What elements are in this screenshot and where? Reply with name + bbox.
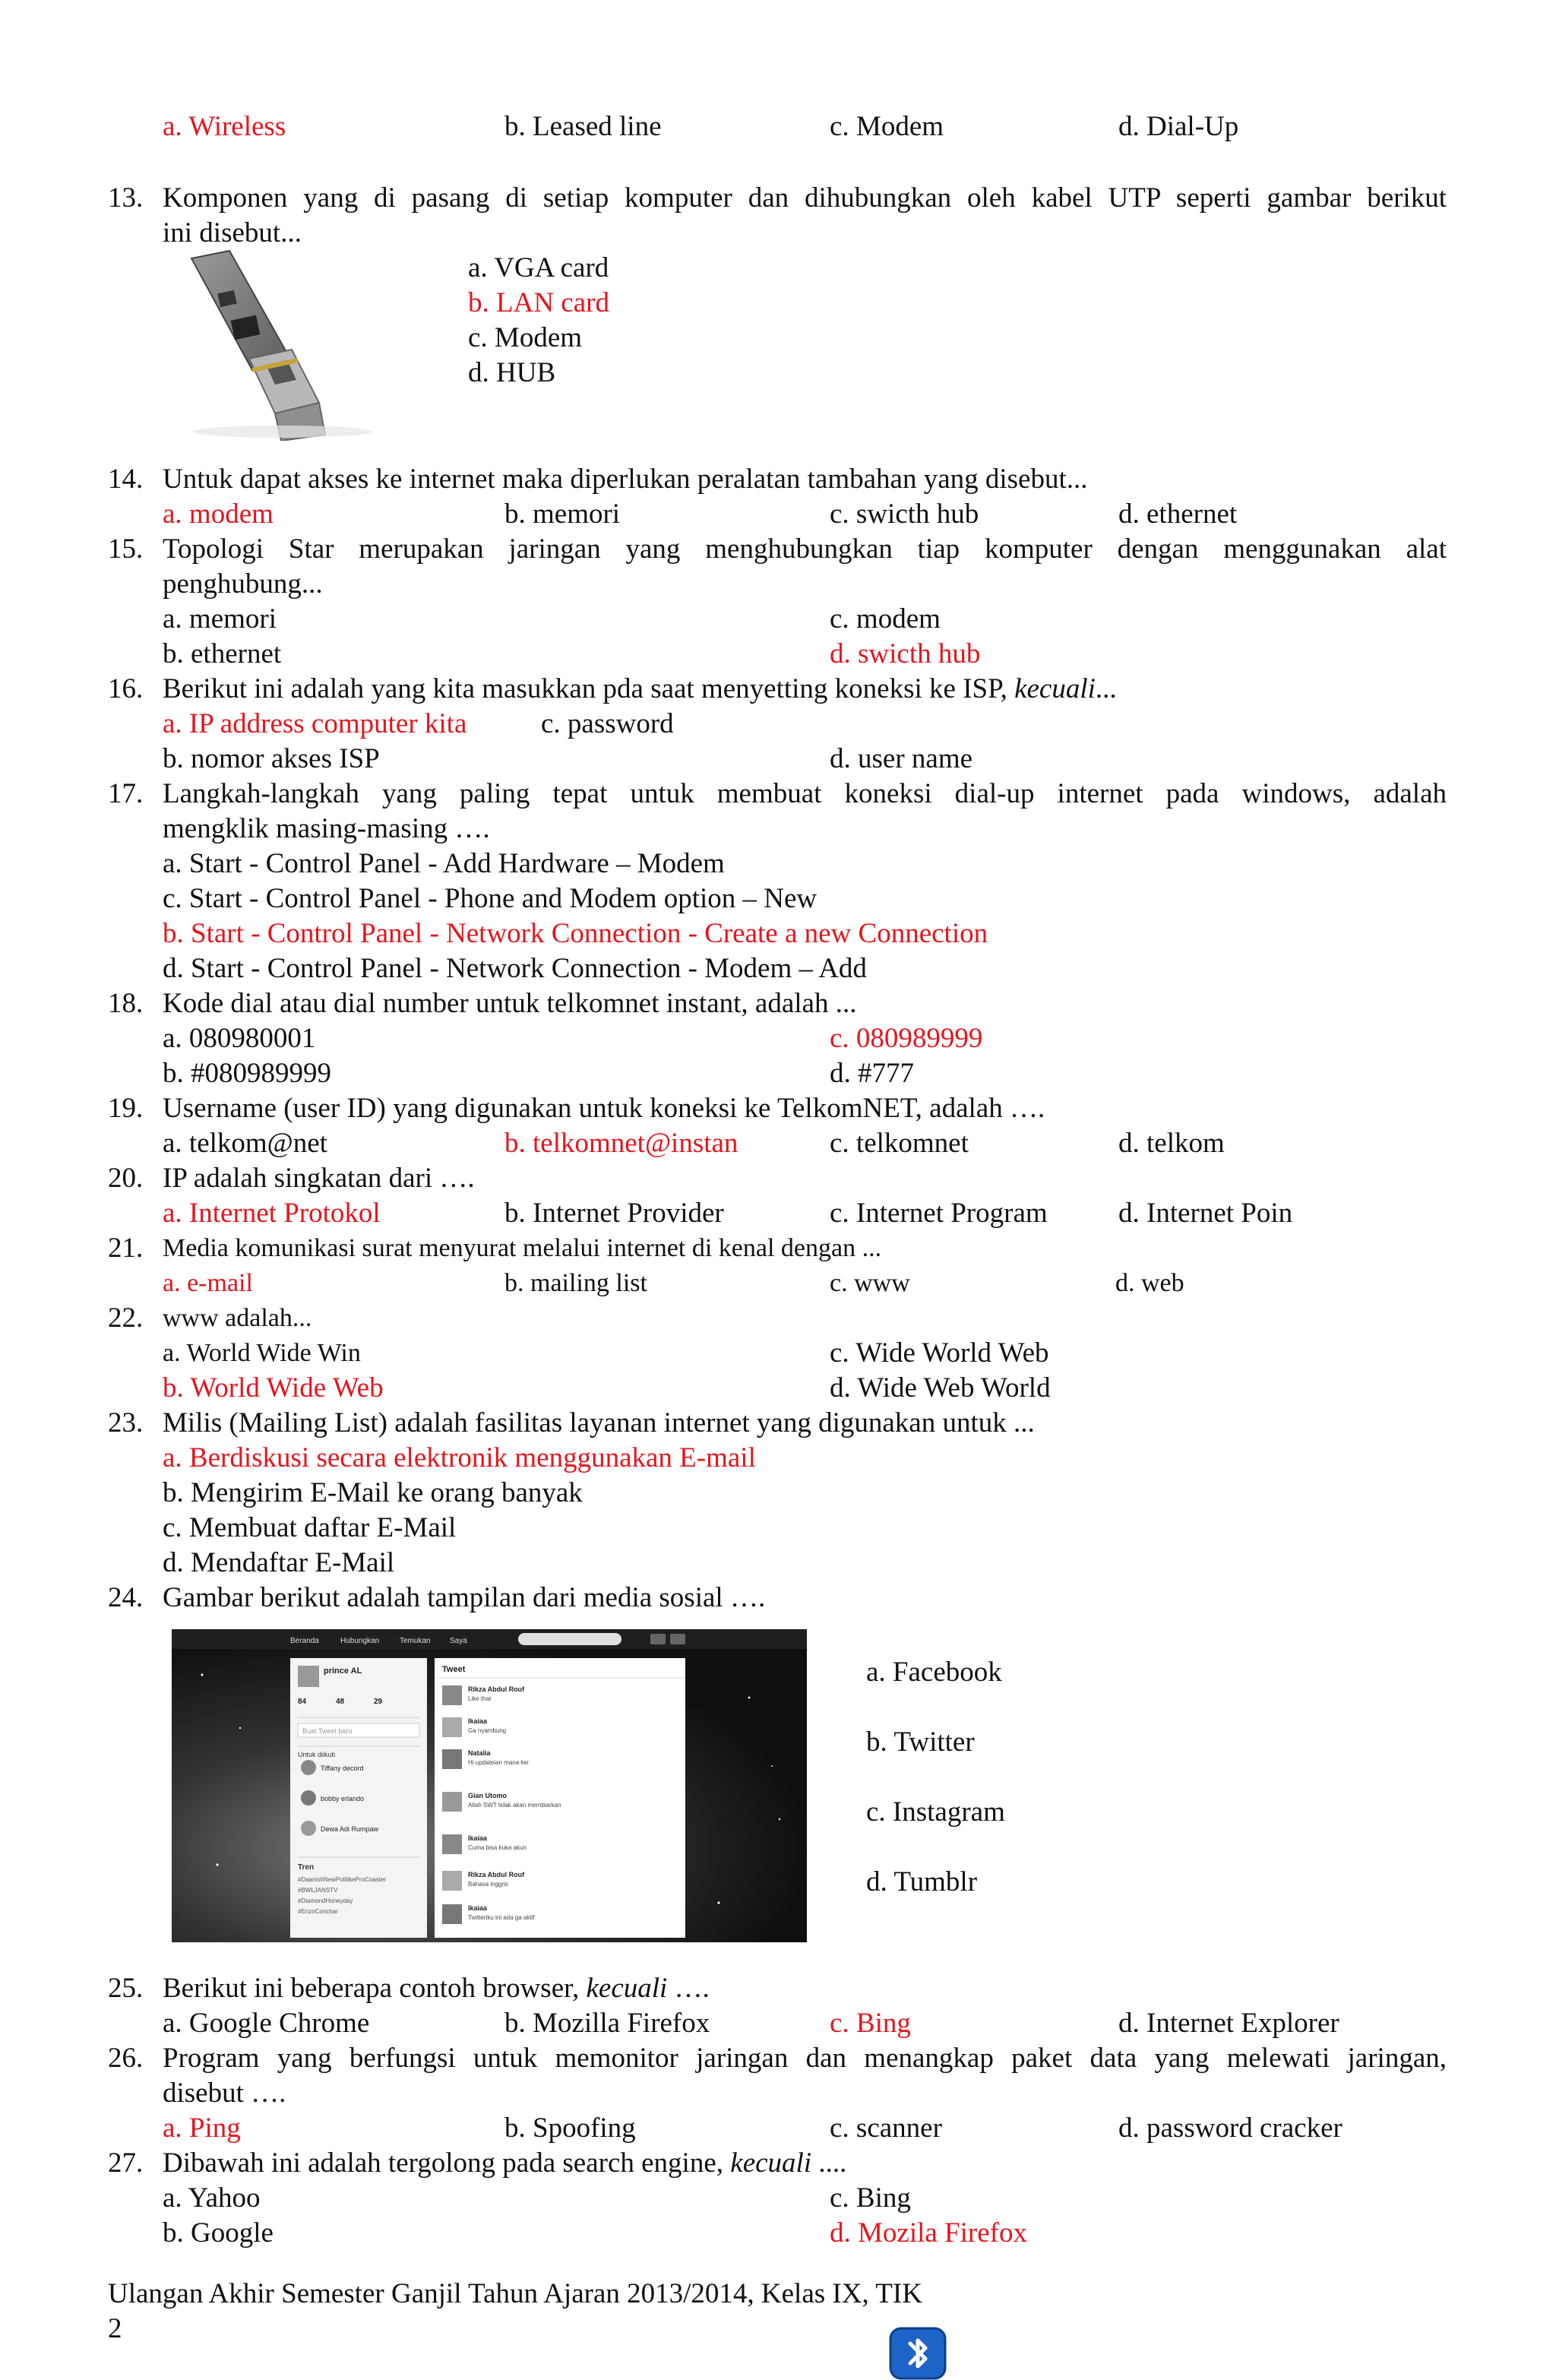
tweet-7-text: Twitteriku ini ada ga aktif — [468, 1914, 535, 1921]
q13-number: 13. — [108, 182, 144, 214]
q18-option-b: b. #080989999 — [163, 1058, 331, 1089]
twitter-screenshot-image — [172, 1629, 807, 1942]
q16-number: 16. — [108, 673, 144, 704]
q20-option-a: a. Internet Protokol — [163, 1198, 381, 1229]
q26-option-b: b. Spoofing — [504, 2113, 636, 2144]
q21-number: 21. — [108, 1233, 144, 1264]
q16-option-d: d. user name — [830, 743, 973, 774]
q17-option-c: c. Start - Control Panel - Phone and Modem option – New — [163, 883, 818, 914]
q24-option-a: a. Facebook — [866, 1657, 1002, 1688]
q17-number: 17. — [108, 778, 144, 809]
q22-question: www adalah... — [163, 1304, 312, 1332]
tweet-6-text: Bahasa inggris — [468, 1881, 508, 1888]
q23-option-a: a. Berdiskusi secara elektronik menggunakan E-mail — [163, 1442, 756, 1473]
stat-following: 48 — [336, 1698, 345, 1706]
q23-number: 23. — [108, 1407, 144, 1438]
stat-followers: 29 — [374, 1698, 383, 1706]
q14-number: 14. — [108, 464, 144, 495]
q16-question-italic: kecuali — [1014, 673, 1096, 704]
q19-option-c: c. telkomnet — [830, 1128, 969, 1159]
q14-option-a: a. modem — [163, 498, 274, 530]
q24-number: 24. — [108, 1582, 144, 1613]
q25-option-b: b. Mozilla Firefox — [504, 2008, 710, 2039]
nav-item-home[interactable]: Beranda — [290, 1637, 319, 1645]
q24-question: Gambar berikut adalah tampilan dari media sosial …. — [163, 1582, 766, 1613]
q23-option-d: d. Mendaftar E-Mail — [163, 1547, 395, 1578]
bluetooth-icon[interactable] — [887, 2327, 948, 2380]
trend-item-1[interactable]: #DaanishNewPolitikeProCoaster — [298, 1876, 387, 1883]
q12-option-a: a. Wireless — [163, 111, 286, 142]
q25-question-end: …. — [667, 1973, 710, 2004]
q16-question-text: Berikut ini adalah yang kita masukkan pda saat menyetting koneksi ke ISP, — [163, 673, 1007, 704]
trend-item-2[interactable]: #BWLJANSTV — [298, 1887, 338, 1894]
tweet-1-text: Like that — [468, 1695, 492, 1702]
q20-option-c: c. Internet Program — [830, 1198, 1048, 1229]
q15-question-line2: penghubung... — [163, 568, 323, 600]
q16-option-b: b. nomor akses ISP — [163, 743, 380, 774]
tweet-2-author[interactable]: Ikaiaa — [468, 1717, 488, 1725]
q16-option-a: a. IP address computer kita — [163, 708, 467, 739]
twitter-screenshot-svg — [172, 1629, 807, 1942]
tweet-5-text: Cuma bisa kuka akun — [468, 1844, 527, 1851]
q12-option-d: d. Dial-Up — [1118, 111, 1239, 142]
q25-question-text: Berikut ini beberapa contoh browser, — [163, 1973, 580, 2004]
q27-question-text: Dibawah ini adalah tergolong pada search engine, — [163, 2147, 724, 2179]
suggest-title: Untuk diikuti — [298, 1751, 336, 1758]
suggest-user-1[interactable]: Tiffany decord — [321, 1764, 364, 1772]
stat-tweets: 84 — [298, 1698, 307, 1706]
tweet-4-text: Allah SWT tidak akan membiarkan — [468, 1802, 561, 1809]
q21-option-b: b. mailing list — [504, 1269, 647, 1297]
q27-option-b: b. Google — [163, 2217, 274, 2249]
q19-question: Username (user ID) yang digunakan untuk koneksi ke TelkomNET, adalah …. — [163, 1093, 1045, 1124]
q27-question-end: .... — [811, 2147, 847, 2179]
q25-question-italic: kecuali — [586, 1973, 668, 2004]
tweet-3-author[interactable]: Natalia — [468, 1749, 491, 1757]
q17-option-b: b. Start - Control Panel - Network Connection - Create a new Connection — [163, 918, 988, 949]
q18-number: 18. — [108, 988, 144, 1019]
q24-option-b: b. Twitter — [866, 1726, 975, 1758]
q20-option-b: b. Internet Provider — [504, 1198, 724, 1229]
q19-option-b: b. telkomnet@instan — [504, 1128, 738, 1159]
q13-option-d: d. HUB — [468, 357, 556, 388]
q22-number: 22. — [108, 1302, 144, 1334]
compose-tweet-input[interactable]: Buat Tweet baru — [302, 1727, 353, 1735]
q18-question: Kode dial atau dial number untuk telkomnet instant, adalah ... — [163, 988, 857, 1019]
trend-item-4[interactable]: #EnzoConchar — [298, 1908, 338, 1915]
q27-option-a: a. Yahoo — [163, 2182, 261, 2214]
q21-option-c: c. www — [830, 1269, 910, 1297]
tweet-5-author[interactable]: Ikaiaa — [468, 1834, 488, 1842]
q15-option-a: a. memori — [163, 603, 277, 635]
nav-item-me[interactable]: Saya — [450, 1637, 467, 1645]
q19-number: 19. — [108, 1093, 144, 1124]
footer-text: Ulangan Akhir Semester Ganjil Tahun Ajaran 2013/2014, Kelas IX, TIK — [108, 2278, 922, 2309]
tweet-4-author[interactable]: Gian Utomo — [468, 1792, 507, 1799]
tweet-6-author[interactable]: Rikza Abdul Rouf — [468, 1871, 525, 1878]
q14-option-d: d. ethernet — [1118, 498, 1238, 530]
timeline-title: Tweet — [442, 1665, 466, 1674]
q21-option-d: d. web — [1115, 1269, 1184, 1297]
page-number: 2 — [108, 2313, 122, 2344]
q18-option-a: a. 080980001 — [163, 1023, 316, 1054]
q15-option-c: c. modem — [830, 603, 941, 635]
q15-option-b: b. ethernet — [163, 638, 282, 669]
q19-option-a: a. telkom@net — [163, 1128, 327, 1159]
nav-item-discover[interactable]: Temukan — [400, 1637, 431, 1645]
q25-option-c: c. Bing — [830, 2008, 911, 2039]
q23-question: Milis (Mailing List) adalah fasilitas layanan internet yang digunakan untuk ... — [163, 1407, 1035, 1438]
suggest-user-3[interactable]: Dewa Adi Rumpaw — [321, 1825, 379, 1833]
q14-option-c: c. swicth hub — [830, 498, 979, 530]
q19-option-d: d. telkom — [1118, 1128, 1225, 1159]
q21-question: Media komunikasi surat menyurat melalui internet di kenal dengan ... — [163, 1234, 882, 1262]
tweet-3-text: Hi updateian mana kei — [468, 1759, 529, 1766]
q27-number: 27. — [108, 2147, 144, 2179]
q26-option-d: d. password cracker — [1118, 2113, 1343, 2144]
q24-option-c: c. Instagram — [866, 1796, 1005, 1828]
q24-option-d: d. Tumblr — [866, 1866, 978, 1897]
q15-question-line1: Topologi Star merupakan jaringan yang menghubungkan tiap komputer dengan menggunakan alat — [163, 533, 1447, 565]
q26-question-line1: Program yang berfungsi untuk memonitor jaringan dan menangkap paket data yang melewati jaringan, — [163, 2043, 1447, 2074]
q26-number: 26. — [108, 2043, 144, 2074]
q13-option-c: c. Modem — [468, 322, 583, 353]
q13-option-b: b. LAN card — [468, 287, 609, 318]
q26-question-line2: disebut …. — [163, 2078, 286, 2109]
profile-name: prince AL — [324, 1666, 362, 1676]
q14-option-b: b. memori — [504, 498, 621, 530]
q13-option-a: a. VGA card — [468, 252, 609, 283]
q25-question — [163, 1971, 710, 2006]
q17-question-line1: Langkah-langkah yang paling tepat untuk membuat koneksi dial-up internet pada windows, adalah — [163, 778, 1447, 809]
q25-option-d: d. Internet Explorer — [1118, 2008, 1339, 2039]
q27-question — [163, 2146, 846, 2181]
q20-option-d: d. Internet Poin — [1118, 1198, 1293, 1229]
q17-option-a: a. Start - Control Panel - Add Hardware – Modem — [163, 848, 725, 879]
q25-option-a: a. Google Chrome — [163, 2008, 370, 2039]
tweet-2-text: Ga nyambung — [468, 1727, 507, 1734]
q27-option-d: d. Mozila Firefox — [830, 2217, 1027, 2249]
q23-option-b: b. Mengirim E-Mail ke orang banyak — [163, 1477, 583, 1508]
q22-option-c: c. Wide World Web — [830, 1337, 1049, 1369]
q18-option-d: d. #777 — [830, 1058, 914, 1089]
q22-option-b: b. World Wide Web — [163, 1372, 384, 1404]
nav-item-connect[interactable]: Hubungkan — [340, 1637, 380, 1645]
q16-question — [163, 672, 1117, 707]
q15-option-d: d. swicth hub — [830, 638, 981, 669]
q16-option-c: c. password — [541, 708, 674, 739]
q15-number: 15. — [108, 533, 144, 565]
q21-option-a: a. e-mail — [163, 1269, 253, 1297]
q18-option-c: c. 080989999 — [830, 1023, 983, 1054]
lan-card-image — [176, 245, 386, 441]
suggest-user-2[interactable]: bobby erlando — [321, 1795, 365, 1802]
trend-item-3[interactable]: #DiamondHoneyday — [298, 1897, 353, 1904]
q20-question: IP adalah singkatan dari …. — [163, 1163, 475, 1194]
tweet-7-author[interactable]: Ikaiaa — [468, 1904, 488, 1912]
trends-title: Tren — [298, 1863, 315, 1872]
q12-option-c: c. Modem — [830, 111, 944, 142]
q27-option-c: c. Bing — [830, 2182, 911, 2214]
q22-option-d: d. Wide Web World — [830, 1372, 1051, 1404]
q13-question-line1: Komponen yang di pasang di setiap komputer dan dihubungkan oleh kabel UTP seperti gambar berikut — [163, 182, 1447, 214]
q22-option-a: a. World Wide Win — [163, 1339, 361, 1367]
q26-option-a: a. Ping — [163, 2113, 241, 2144]
q17-option-d: d. Start - Control Panel - Network Connection - Modem – Add — [163, 953, 867, 984]
q26-option-c: c. scanner — [830, 2113, 942, 2144]
q13-question-line2: ini disebut... — [163, 217, 302, 248]
q25-number: 25. — [108, 1973, 144, 2004]
q14-question: Untuk dapat akses ke internet maka diperlukan peralatan tambahan yang disebut... — [163, 464, 1088, 495]
tweet-1-author[interactable]: Rikza Abdul Rouf — [468, 1685, 525, 1693]
q23-option-c: c. Membuat daftar E-Mail — [163, 1512, 457, 1543]
q27-question-italic: kecuali — [730, 2147, 812, 2179]
q20-number: 20. — [108, 1163, 144, 1194]
q16-question-end: ... — [1095, 673, 1117, 704]
q12-option-b: b. Leased line — [504, 111, 662, 142]
q17-question-line2: mengklik masing-masing …. — [163, 813, 490, 844]
